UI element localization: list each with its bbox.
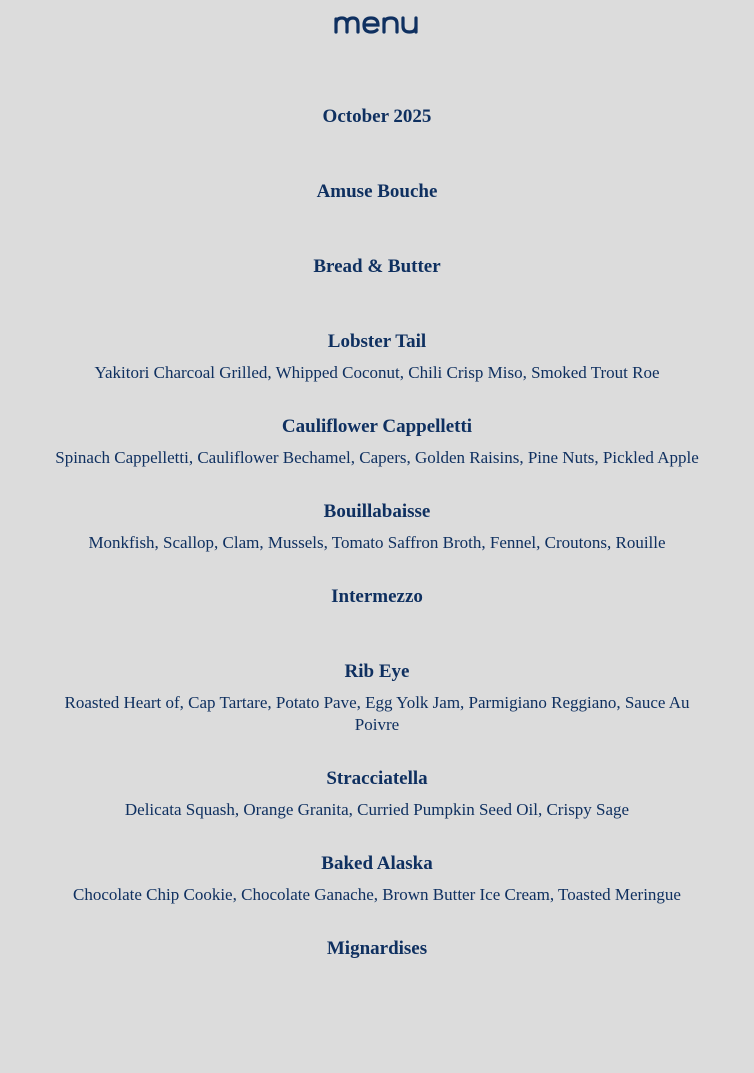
menu-item-title: Stracciatella bbox=[326, 768, 428, 789]
menu-logo-mark bbox=[334, 10, 420, 34]
menu-item-title: Baked Alaska bbox=[321, 853, 433, 874]
menu-item bbox=[0, 415, 754, 469]
menu-item-title: Intermezzo bbox=[331, 586, 423, 607]
menu-item-description: Monkfish, Scallop, Clam, Mussels, Tomato Saffron Broth, Fennel, Croutons, Rouille bbox=[88, 533, 666, 552]
menu-item-title: Amuse Bouche bbox=[316, 181, 438, 202]
menu-item-description: Chocolate Chip Cookie, Chocolate Ganache, Brown Butter Ice Cream, Toasted Meringue bbox=[73, 885, 681, 904]
menu-item-description: Delicata Squash, Orange Granita, Curried Pumpkin Seed Oil, Crispy Sage bbox=[124, 800, 630, 819]
menu-item bbox=[0, 105, 754, 129]
menu-item bbox=[0, 585, 754, 609]
menu-item bbox=[0, 330, 754, 384]
menu-item bbox=[0, 500, 754, 554]
menu-item-title: Lobster Tail bbox=[327, 331, 427, 352]
menu-item bbox=[0, 767, 754, 821]
menu-item-description: Roasted Heart of, Cap Tartare, Potato Pave, Egg Yolk Jam, Parmigiano Reggiano, Sauce Au Poivre bbox=[64, 693, 690, 734]
menu-logo bbox=[0, 10, 754, 39]
menu-item bbox=[0, 852, 754, 906]
menu-item-title: Bouillabaisse bbox=[323, 501, 431, 522]
menu-item bbox=[0, 255, 754, 279]
menu-item-description: Spinach Cappelletti, Cauliflower Bechamel, Capers, Golden Raisins, Pine Nuts, Pickled Apple bbox=[55, 448, 699, 467]
menu-item-title: Rib Eye bbox=[344, 661, 410, 682]
menu-item-title: October 2025 bbox=[322, 106, 432, 127]
menu-item-description: Yakitori Charcoal Grilled, Whipped Coconut, Chili Crisp Miso, Smoked Trout Roe bbox=[94, 363, 660, 382]
menu-list bbox=[0, 105, 754, 1012]
menu-item bbox=[0, 180, 754, 204]
menu-item-title: Cauliflower Cappelletti bbox=[281, 416, 473, 437]
menu-item bbox=[0, 937, 754, 961]
menu-item bbox=[0, 660, 754, 736]
menu-item-title: Mignardises bbox=[326, 938, 428, 959]
menu-item-title: Bread & Butter bbox=[313, 256, 441, 277]
